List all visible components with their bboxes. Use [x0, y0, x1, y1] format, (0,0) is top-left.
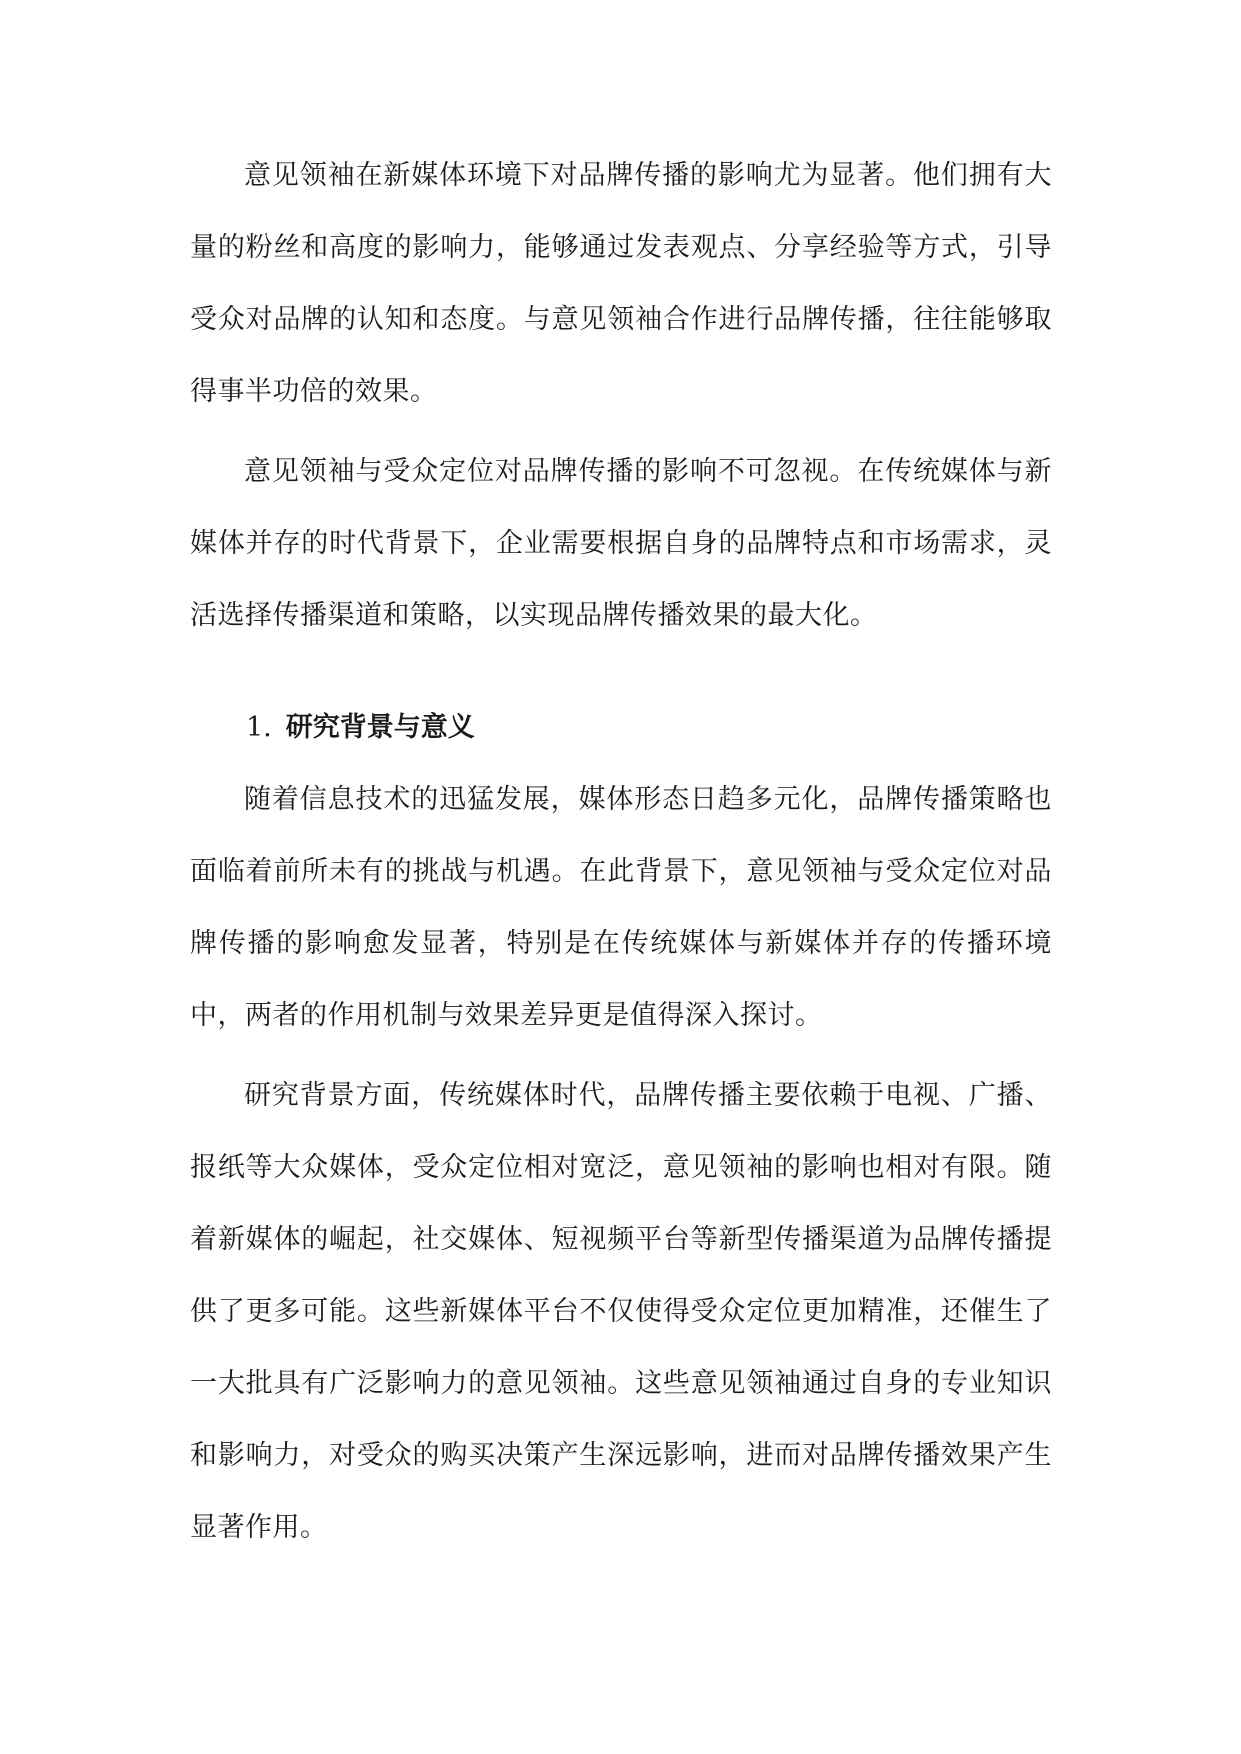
paragraph-gap: [190, 428, 1052, 436]
section-gap: [190, 652, 1052, 692]
section-number: 1.: [246, 712, 272, 743]
paragraph-gap: [190, 1052, 1052, 1060]
section-title: 研究背景与意义: [285, 712, 475, 743]
paragraph-opinion-leaders-new-media: 意见领袖在新媒体环境下对品牌传播的影响尤为显著。他们拥有大量的粉丝和高度的影响力，能够通过发表观点、分享经验等方式，引导受众对品牌的认知和态度。与意见领袖合作进行品牌传播，往往能够取得事半功倍的效果。: [190, 160, 1052, 407]
paragraph-background-intro: 随着信息技术的迅猛发展，媒体形态日趋多元化，品牌传播策略也面临着前所未有的挑战与机遇。在此背景下，意见领袖与受众定位对品牌传播的影响愈发显著，特别是在传统媒体与新媒体并存的传播环境中，两者的作用机制与效果差异更是值得深入探讨。: [190, 784, 1052, 1031]
paragraph-background-detail: 研究背景方面，传统媒体时代，品牌传播主要依赖于电视、广播、报纸等大众媒体，受众定位相对宽泛，意见领袖的影响也相对有限。随着新媒体的崛起，社交媒体、短视频平台等新型传播渠道为品牌传播提供了更多可能。这些新媒体平台不仅使得受众定位更加精准，还催生了一大批具有广泛影响力的意见领袖。这些意见领袖通过自身的专业知识和影响力，对受众的购买决策产生深远影响，进而对品牌传播效果产生显著作用。: [190, 1080, 1052, 1543]
paragraph-opinion-leaders-audience: 意见领袖与受众定位对品牌传播的影响不可忽视。在传统媒体与新媒体并存的时代背景下，企业需要根据自身的品牌特点和市场需求，灵活选择传播渠道和策略，以实现品牌传播效果的最大化。: [190, 456, 1052, 631]
section-heading: [190, 692, 1052, 764]
document-page: [190, 140, 1052, 1564]
